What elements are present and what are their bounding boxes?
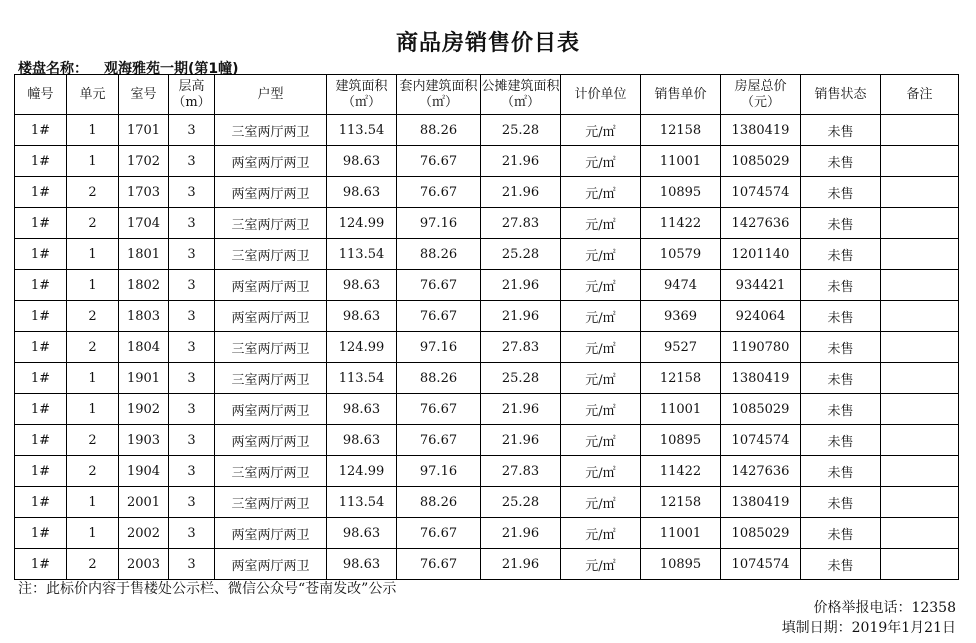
table-body — [15, 115, 959, 580]
column-header: 公摊建筑面积（㎡） — [481, 75, 561, 115]
table-cell: 1190780 — [721, 332, 801, 363]
table-cell: 3 — [169, 549, 215, 580]
table-cell: 两室两厅两卫 — [215, 394, 327, 425]
table-row — [15, 177, 959, 208]
table-cell: 元/㎡ — [561, 270, 641, 301]
table-cell: 924064 — [721, 301, 801, 332]
table-cell: 124.99 — [327, 208, 397, 239]
table-row — [15, 363, 959, 394]
table-row — [15, 425, 959, 456]
column-header: 层高（m） — [169, 75, 215, 115]
table-cell: 1801 — [119, 239, 169, 270]
table-row — [15, 270, 959, 301]
table-cell — [881, 332, 959, 363]
table-cell: 2002 — [119, 518, 169, 549]
table-cell: 10895 — [641, 177, 721, 208]
table-cell: 27.83 — [481, 456, 561, 487]
table-cell: 98.63 — [327, 394, 397, 425]
table-cell: 1902 — [119, 394, 169, 425]
table-cell: 1901 — [119, 363, 169, 394]
table-cell: 1 — [67, 394, 119, 425]
table-cell: 1# — [15, 518, 67, 549]
table-cell: 76.67 — [397, 394, 481, 425]
column-header: 建筑面积（㎡） — [327, 75, 397, 115]
table-cell: 76.67 — [397, 549, 481, 580]
table-cell: 1704 — [119, 208, 169, 239]
table-cell: 2 — [67, 332, 119, 363]
table-cell: 元/㎡ — [561, 518, 641, 549]
column-header: 幢号 — [15, 75, 67, 115]
table-cell: 两室两厅两卫 — [215, 270, 327, 301]
table-cell: 12158 — [641, 115, 721, 146]
column-header: 套内建筑面积（㎡） — [397, 75, 481, 115]
table-cell: 元/㎡ — [561, 425, 641, 456]
table-cell: 1904 — [119, 456, 169, 487]
table-cell: 2 — [67, 177, 119, 208]
table-cell: 元/㎡ — [561, 208, 641, 239]
table-cell: 1074574 — [721, 177, 801, 208]
table-cell: 元/㎡ — [561, 549, 641, 580]
table-cell: 21.96 — [481, 394, 561, 425]
table-cell: 元/㎡ — [561, 332, 641, 363]
table-cell: 1085029 — [721, 146, 801, 177]
table-header-row — [15, 75, 959, 115]
table-cell: 25.28 — [481, 115, 561, 146]
table-cell: 三室两厅两卫 — [215, 332, 327, 363]
table-cell: 1804 — [119, 332, 169, 363]
table-cell: 12158 — [641, 487, 721, 518]
table-cell: 21.96 — [481, 146, 561, 177]
table-cell: 1703 — [119, 177, 169, 208]
table-cell: 两室两厅两卫 — [215, 425, 327, 456]
table-cell: 未售 — [801, 239, 881, 270]
table-cell: 3 — [169, 146, 215, 177]
report-phone: 价格举报电话：12358 — [813, 600, 956, 616]
table-cell: 未售 — [801, 177, 881, 208]
table-cell: 3 — [169, 332, 215, 363]
column-header: 单元 — [67, 75, 119, 115]
table-cell: 1# — [15, 239, 67, 270]
table-cell: 1# — [15, 394, 67, 425]
table-cell: 1380419 — [721, 363, 801, 394]
table-cell: 76.67 — [397, 146, 481, 177]
table-cell: 1 — [67, 518, 119, 549]
table-cell: 未售 — [801, 487, 881, 518]
table-cell: 21.96 — [481, 301, 561, 332]
table-cell: 88.26 — [397, 487, 481, 518]
table-cell: 88.26 — [397, 239, 481, 270]
table-cell: 98.63 — [327, 270, 397, 301]
project-name: 观海雅苑一期(第1幢) — [104, 61, 239, 77]
table-row — [15, 146, 959, 177]
table-cell: 三室两厅两卫 — [215, 239, 327, 270]
table-cell — [881, 549, 959, 580]
table-cell: 未售 — [801, 456, 881, 487]
table-row — [15, 487, 959, 518]
table-cell: 88.26 — [397, 363, 481, 394]
table-cell: 10579 — [641, 239, 721, 270]
table-cell: 21.96 — [481, 549, 561, 580]
table-cell: 1380419 — [721, 115, 801, 146]
table-cell: 113.54 — [327, 363, 397, 394]
table-cell: 元/㎡ — [561, 394, 641, 425]
table-cell: 未售 — [801, 332, 881, 363]
page-title: 商品房销售价目表 — [395, 31, 580, 56]
table-cell: 98.63 — [327, 146, 397, 177]
table-cell: 10895 — [641, 549, 721, 580]
table-cell: 98.63 — [327, 301, 397, 332]
table-cell: 113.54 — [327, 115, 397, 146]
table-cell: 9527 — [641, 332, 721, 363]
table-cell: 76.67 — [397, 425, 481, 456]
table-row — [15, 301, 959, 332]
table-cell: 1 — [67, 363, 119, 394]
table-cell: 27.83 — [481, 208, 561, 239]
table-cell — [881, 487, 959, 518]
table-cell: 1 — [67, 487, 119, 518]
table-cell: 25.28 — [481, 239, 561, 270]
table-cell: 98.63 — [327, 177, 397, 208]
table-cell: 11422 — [641, 456, 721, 487]
table-cell: 1 — [67, 239, 119, 270]
table-cell: 1074574 — [721, 549, 801, 580]
table-cell: 2 — [67, 425, 119, 456]
table-cell: 124.99 — [327, 332, 397, 363]
table-cell: 两室两厅两卫 — [215, 549, 327, 580]
table-cell: 76.67 — [397, 177, 481, 208]
price-table — [14, 74, 959, 580]
table-cell: 2003 — [119, 549, 169, 580]
table-cell: 未售 — [801, 301, 881, 332]
column-header: 销售状态 — [801, 75, 881, 115]
table-cell: 两室两厅两卫 — [215, 146, 327, 177]
table-cell: 两室两厅两卫 — [215, 518, 327, 549]
table-cell: 三室两厅两卫 — [215, 363, 327, 394]
table-cell: 1085029 — [721, 518, 801, 549]
table-row — [15, 239, 959, 270]
table-cell: 2001 — [119, 487, 169, 518]
table-cell: 1 — [67, 270, 119, 301]
table-cell: 元/㎡ — [561, 115, 641, 146]
table-cell: 未售 — [801, 146, 881, 177]
table-row — [15, 332, 959, 363]
table-cell: 元/㎡ — [561, 363, 641, 394]
table-row — [15, 456, 959, 487]
table-cell — [881, 456, 959, 487]
table-cell: 1074574 — [721, 425, 801, 456]
table-cell: 两室两厅两卫 — [215, 301, 327, 332]
table-row — [15, 549, 959, 580]
column-header: 备注 — [881, 75, 959, 115]
project-label: 楼盘名称： — [18, 61, 88, 77]
table-cell: 1803 — [119, 301, 169, 332]
table-cell: 2 — [67, 208, 119, 239]
table-cell: 1# — [15, 549, 67, 580]
table-cell: 1# — [15, 487, 67, 518]
table-cell: 3 — [169, 518, 215, 549]
table-row — [15, 394, 959, 425]
table-cell: 未售 — [801, 363, 881, 394]
table-cell: 元/㎡ — [561, 177, 641, 208]
table-cell: 1# — [15, 115, 67, 146]
table-cell: 1# — [15, 363, 67, 394]
column-header: 计价单位 — [561, 75, 641, 115]
table-cell — [881, 518, 959, 549]
table-cell: 1380419 — [721, 487, 801, 518]
table-cell: 元/㎡ — [561, 487, 641, 518]
table-cell: 1# — [15, 177, 67, 208]
table-cell: 3 — [169, 394, 215, 425]
table-cell: 934421 — [721, 270, 801, 301]
table-cell: 1427636 — [721, 456, 801, 487]
table-cell: 2 — [67, 301, 119, 332]
table-cell: 11001 — [641, 146, 721, 177]
table-cell: 元/㎡ — [561, 301, 641, 332]
table-cell: 76.67 — [397, 518, 481, 549]
table-cell: 未售 — [801, 270, 881, 301]
table-cell: 元/㎡ — [561, 239, 641, 270]
table-cell — [881, 270, 959, 301]
table-cell: 1# — [15, 425, 67, 456]
table-cell: 3 — [169, 115, 215, 146]
column-header: 户型 — [215, 75, 327, 115]
table-cell: 11001 — [641, 518, 721, 549]
table-cell: 3 — [169, 456, 215, 487]
table-cell: 1 — [67, 146, 119, 177]
table-cell — [881, 239, 959, 270]
table-cell: 1 — [67, 115, 119, 146]
table-cell: 1201140 — [721, 239, 801, 270]
table-row — [15, 115, 959, 146]
table-cell — [881, 177, 959, 208]
table-cell: 未售 — [801, 425, 881, 456]
table-cell: 11422 — [641, 208, 721, 239]
table-cell: 未售 — [801, 549, 881, 580]
table-cell: 1702 — [119, 146, 169, 177]
table-cell: 1701 — [119, 115, 169, 146]
table-cell — [881, 301, 959, 332]
table-cell: 未售 — [801, 208, 881, 239]
table-cell: 11001 — [641, 394, 721, 425]
table-cell: 1# — [15, 301, 67, 332]
column-header: 室号 — [119, 75, 169, 115]
table-cell: 3 — [169, 208, 215, 239]
table-cell: 1903 — [119, 425, 169, 456]
table-cell — [881, 363, 959, 394]
table-cell: 27.83 — [481, 332, 561, 363]
table-cell: 97.16 — [397, 456, 481, 487]
table-cell: 97.16 — [397, 332, 481, 363]
table-cell: 3 — [169, 363, 215, 394]
table-cell: 25.28 — [481, 363, 561, 394]
table-cell: 未售 — [801, 394, 881, 425]
table-cell: 76.67 — [397, 301, 481, 332]
table-row — [15, 518, 959, 549]
table-cell: 三室两厅两卫 — [215, 115, 327, 146]
table-cell: 3 — [169, 425, 215, 456]
table-cell: 1# — [15, 332, 67, 363]
table-cell: 124.99 — [327, 456, 397, 487]
fill-date: 填制日期：2019年1月21日 — [781, 620, 956, 636]
table-cell: 76.67 — [397, 270, 481, 301]
table-cell — [881, 115, 959, 146]
table-cell: 三室两厅两卫 — [215, 208, 327, 239]
table-cell — [881, 146, 959, 177]
table-cell: 3 — [169, 239, 215, 270]
table-cell: 98.63 — [327, 549, 397, 580]
footer-note: 注：此标价内容于售楼处公示栏、微信公众号“苍南发改”公示 — [18, 581, 397, 597]
table-cell: 9474 — [641, 270, 721, 301]
table-cell: 3 — [169, 177, 215, 208]
table-cell: 9369 — [641, 301, 721, 332]
table-cell: 3 — [169, 270, 215, 301]
table-cell: 2 — [67, 456, 119, 487]
table-cell: 98.63 — [327, 518, 397, 549]
table-cell: 1# — [15, 146, 67, 177]
table-cell: 113.54 — [327, 239, 397, 270]
table-cell: 3 — [169, 487, 215, 518]
table-cell: 12158 — [641, 363, 721, 394]
table-cell: 1802 — [119, 270, 169, 301]
table-cell: 三室两厅两卫 — [215, 456, 327, 487]
table-cell: 两室两厅两卫 — [215, 177, 327, 208]
table-cell: 21.96 — [481, 518, 561, 549]
column-header: 房屋总价（元） — [721, 75, 801, 115]
table-cell — [881, 208, 959, 239]
table-cell: 三室两厅两卫 — [215, 487, 327, 518]
table-cell — [881, 394, 959, 425]
table-cell: 25.28 — [481, 487, 561, 518]
table-cell: 1427636 — [721, 208, 801, 239]
table-cell: 88.26 — [397, 115, 481, 146]
table-cell: 10895 — [641, 425, 721, 456]
table-cell — [881, 425, 959, 456]
column-header: 销售单价 — [641, 75, 721, 115]
table-cell: 未售 — [801, 115, 881, 146]
table-cell: 未售 — [801, 518, 881, 549]
table-cell: 2 — [67, 549, 119, 580]
table-cell: 元/㎡ — [561, 146, 641, 177]
table-cell: 97.16 — [397, 208, 481, 239]
table-cell: 1085029 — [721, 394, 801, 425]
table-cell: 3 — [169, 301, 215, 332]
table-cell: 1# — [15, 456, 67, 487]
table-cell: 21.96 — [481, 270, 561, 301]
table-cell: 1# — [15, 270, 67, 301]
table-cell: 113.54 — [327, 487, 397, 518]
table-cell: 98.63 — [327, 425, 397, 456]
table-cell: 21.96 — [481, 177, 561, 208]
table-cell: 1# — [15, 208, 67, 239]
table-cell: 21.96 — [481, 425, 561, 456]
table-cell: 元/㎡ — [561, 456, 641, 487]
table-row — [15, 208, 959, 239]
